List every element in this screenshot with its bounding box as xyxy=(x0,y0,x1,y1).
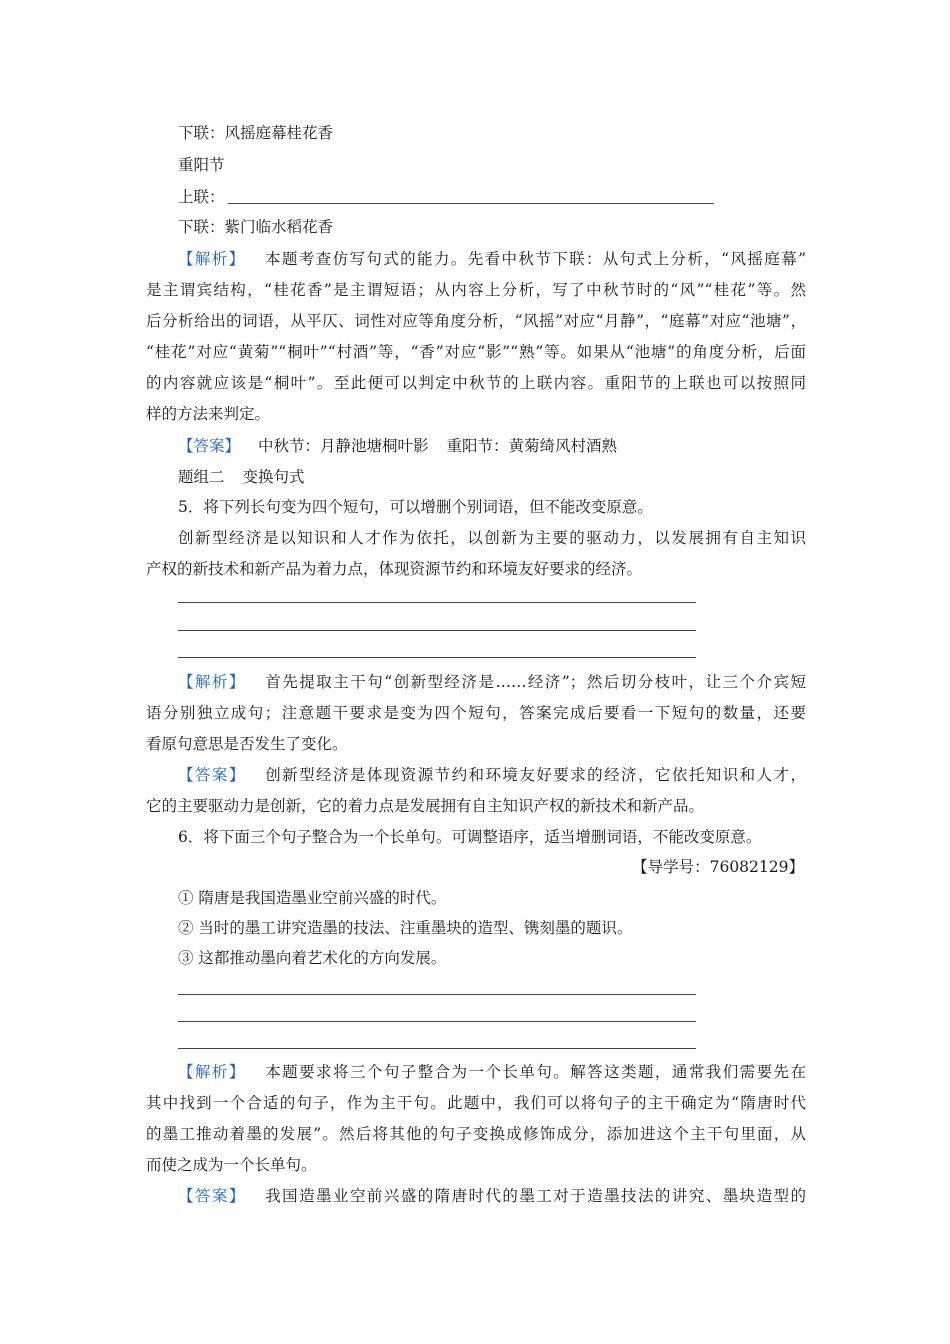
question-6: 6．将下面三个句子整合为一个长单句。可调整语序，适当增删词语，不能改变原意。 xyxy=(178,828,762,846)
analysis-2-line-2: 语分别独立成句；注意题干要求是变为四个短句，答案完成后要看一下短句的数量，还要 xyxy=(146,704,806,722)
answer-1: 【答案】 中秋节：月静池塘桐叶影 重阳节：黄菊绮风村酒熟 xyxy=(178,437,618,455)
question-5: 5．将下列长句变为四个短句，可以增删个别词语，但不能改变原意。 xyxy=(178,498,653,516)
question-5-text-2: 产权的新技术和新产品为着力点，体现资源节约和环境友好要求的经济。 xyxy=(146,560,643,578)
analysis-2-line-1: 【解析】 首先提取主干句“创新型经济是……经济”；然后切分枝叶，让三个介宾短 xyxy=(178,673,806,691)
answer-line xyxy=(178,657,696,658)
sentence-1: ① 隋唐是我国造墨业空前兴盛的时代。 xyxy=(178,889,447,907)
analysis-2-line-3: 看原句意思是否发生了变化。 xyxy=(146,735,348,753)
answer-tag: 【答案】 xyxy=(178,1187,246,1205)
answer-line xyxy=(178,1021,696,1022)
answer-3-line-1: 【答案】 我国造墨业空前兴盛的隋唐时代的墨工对于造墨技法的讲究、墨块造型的 xyxy=(178,1187,806,1205)
answer-2-line-2: 它的主要驱动力是创新，它的着力点是发展拥有自主知识产权的新技术和新产品。 xyxy=(146,797,705,815)
analysis-1-line-5: 的内容就应该是“桐叶”。至此便可以判定中秋节的上联内容。重阳节的上联也可以按照同 xyxy=(146,374,806,392)
analysis-tag: 【解析】 xyxy=(178,250,246,268)
upper-couplet-blank: 上联： xyxy=(178,188,225,206)
answer-line xyxy=(178,602,696,603)
answer-line xyxy=(178,630,696,631)
analysis-1-line-4: “桂花”对应“黄菊”“桐叶”“村酒”等，“香”对应“影”“熟”等。如果从“池塘”的角度分析，后面 xyxy=(146,343,806,361)
analysis-tag: 【解析】 xyxy=(178,673,246,691)
analysis-3-line-4: 而使之成为一个长单句。 xyxy=(146,1156,317,1174)
question-5-text-1: 创新型经济是以知识和人才作为依托，以创新为主要的驱动力，以发展拥有自主知识 xyxy=(178,529,806,547)
analysis-3-line-1: 【解析】 本题要求将三个句子整合为一个长单句。解答这类题，通常我们需要先在 xyxy=(178,1063,806,1081)
analysis-1-line-1: 【解析】 本题考查仿写句式的能力。先看中秋节下联：从句式上分析，“风摇庭幕” xyxy=(178,250,806,268)
answer-line xyxy=(178,994,696,995)
answer-line xyxy=(228,203,714,204)
guide-number: 【导学号：76082129】 xyxy=(632,858,804,876)
sentence-2: ② 当时的墨工讲究造墨的技法、注重墨块的造型、镌刻墨的题识。 xyxy=(178,919,633,937)
answer-line xyxy=(178,1048,696,1049)
analysis-1-line-3: 后分析给出的词语，从平仄、词性对应等角度分析，“风摇”对应“月静”，“庭幕”对应“池塘”， xyxy=(146,312,806,330)
chongyang-heading: 重阳节 xyxy=(178,156,225,174)
group-2-heading: 题组二 变换句式 xyxy=(178,468,305,486)
analysis-3-line-2: 其中找到一个合适的句子，作为主干句。此题中，我们可以将句子的主干确定为“隋唐时代 xyxy=(146,1094,806,1112)
answer-tag: 【答案】 xyxy=(178,437,241,455)
answer-tag: 【答案】 xyxy=(178,766,246,784)
analysis-1-line-6: 样的方法来判定。 xyxy=(146,405,271,423)
analysis-1-line-2: 是主谓宾结构，“桂花香”是主谓短语；从内容上分析，写了中秋节时的“风”“桂花”等。然 xyxy=(146,281,806,299)
lower-couplet-1: 下联：风摇庭幕桂花香 xyxy=(178,124,334,142)
answer-2-line-1: 【答案】 创新型经济是体现资源节约和环境友好要求的经济，它依托知识和人才， xyxy=(178,766,806,784)
analysis-3-line-3: 的墨工推动着墨的发展”。然后将其他的句子变换成修饰成分，添加进这个主干句里面，从 xyxy=(146,1125,806,1143)
sentence-3: ③ 这都推动墨向着艺术化的方向发展。 xyxy=(178,949,447,967)
analysis-tag: 【解析】 xyxy=(178,1063,246,1081)
lower-couplet-2: 下联：紫门临水稻花香 xyxy=(178,218,334,236)
